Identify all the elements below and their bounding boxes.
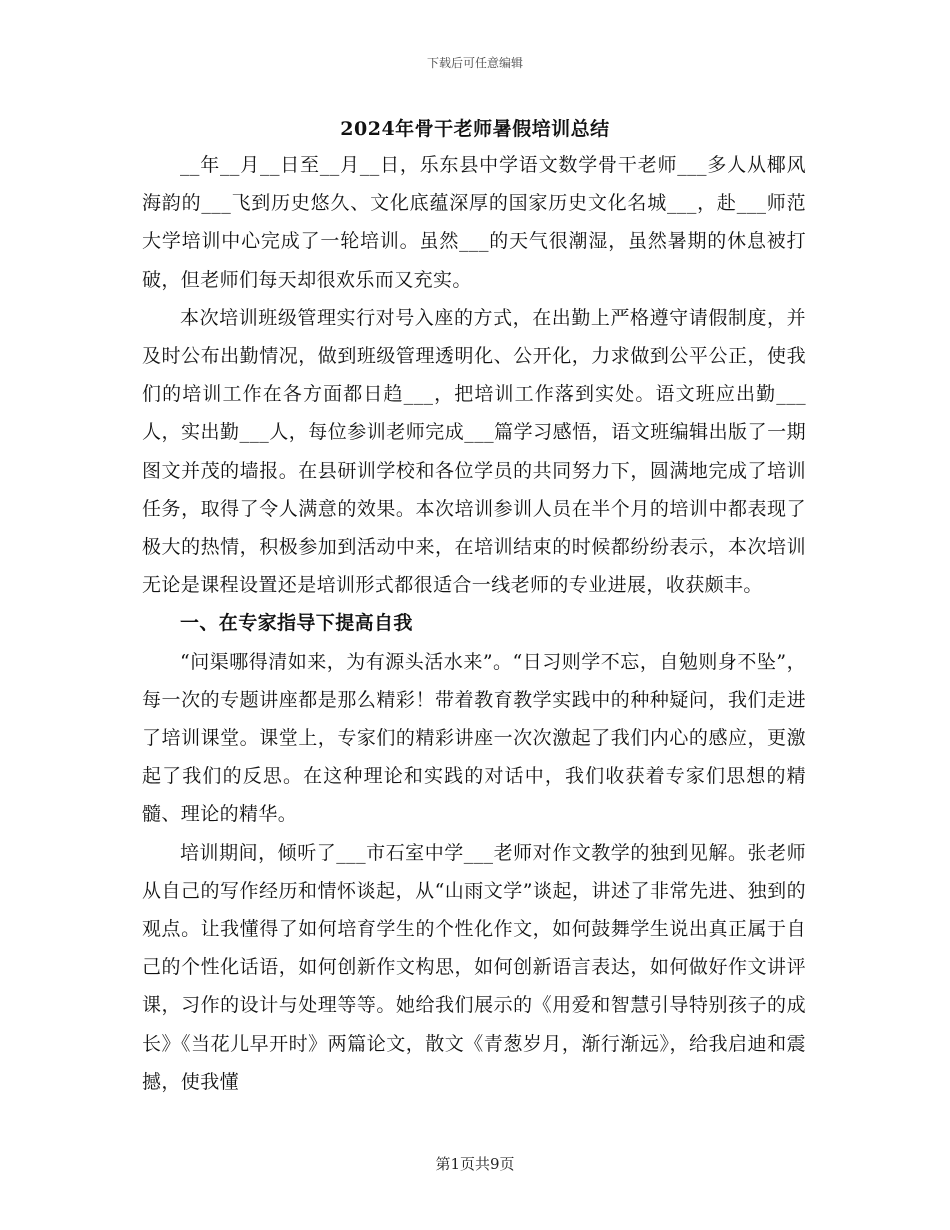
document-title: 2024年骨干老师暑假培训总结 [340,118,610,140]
document-body [142,146,806,1101]
paragraph-intro: __年__月__日至__月__日，乐东县中学语文数学骨干老师___多人从椰风海韵的___飞到历史悠久、文化底蕴深厚的国家历史文化名城___，赴___师范大学培训中心完成了一轮培训。虽然___的天气很潮湿，虽然暑期的休息被打破，但老师们每天却很欢乐而又充实。 [142,154,806,291]
header-note: 下载后可任意编辑 [426,56,523,70]
paragraph-management: 本次培训班级管理实行对号入座的方式，在出勤上严格遵守请假制度，并及时公布出勤情况，做到班级管理透明化、公开化，力求做到公平公正，使我们的培训工作在各方面都日趋___，把培训工作落到实处。语文班应出勤___人，实出勤___人，每位参训老师完成___篇学习感悟，语文班编辑出版了一期图文并茂的墙报。在县研训学校和各位学员的共同努力下，圆满地完成了培训任务，取得了令人满意的效果。本次培训参训人员在半个月的培训中都表现了极大的热情，积极参加到活动中来，在培训结束的时候都纷纷表示，本次培训无论是课程设置还是培训形式都很适合一线老师的专业进展，收获颇丰。 [142,306,806,597]
paragraph-expert-guidance: “问渠哪得清如来，为有源头活水来”。“日习则学不忘，自勉则身不坠”，每一次的专题讲座都是那么精彩！带着教育教学实践中的种种疑问，我们走进了培训课堂。课堂上，专家们的精彩讲座一次次激起了我们内心的感应，更激起了我们的反思。在这种理论和实践的对话中，我们收获着专家们思想的精髓、理论的精华。 [142,650,806,826]
paragraph-training-period: 培训期间，倾听了___市石室中学___老师对作文教学的独到见解。张老师从自己的写作经历和情怀谈起，从“山雨文学”谈起，讲述了非常先进、独到的观点。让我懂得了如何培育学生的个性化作文，如何鼓舞学生说出真正属于自己的个性化话语，如何创新作文构思，如何创新语言表达，如何做好作文讲评课，习作的设计与处理等等。她给我们展示的《用爱和智慧引导特别孩子的成长》《当花儿早开时》两篇论文，散文《青葱岁月，渐行渐远》，给我启迪和震撼，使我懂 [142,841,806,1093]
section-heading: 一、在专家指导下提高自我 [180,612,413,635]
page-number: 第1页共9页 [435,1155,515,1173]
